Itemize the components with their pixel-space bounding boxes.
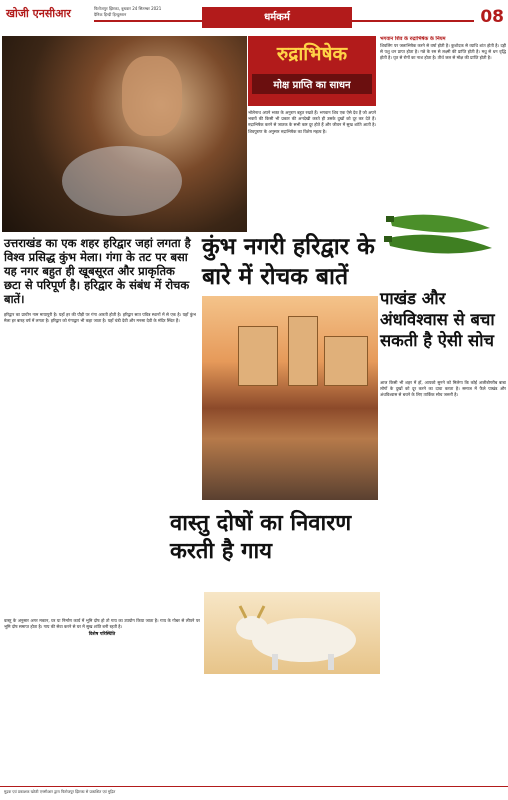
story4-headline: वास्तु दोषों का निवारण करती है गाय bbox=[170, 511, 352, 564]
story1-rules-text: शिवलिंग पर जलाभिषेक करने से वर्षा होती है। कुशोदक से व्याधि शांत होती है। दही से पशु धन प्राप्त होता है। गन्ने के रस से लक्ष्मी की प्राप्ति होती है। मधु से धन वृद्धि होती है। घृत से रोगों का नाश होता है। तीर्थ जल से मोक्ष की प्राप्ति होती है। bbox=[380, 43, 506, 61]
cow-photo bbox=[204, 592, 380, 674]
chili-illustration bbox=[380, 198, 506, 270]
photo-hand-shape bbox=[122, 56, 182, 136]
masthead bbox=[0, 0, 508, 34]
temple-shape bbox=[238, 326, 278, 386]
page-number: 08 bbox=[480, 7, 504, 27]
story3-body bbox=[380, 380, 506, 780]
masthead-meta bbox=[94, 6, 161, 18]
story4-body bbox=[4, 618, 200, 784]
story2-intro: उत्तराखंड का एक शहर हरिद्वार जहां लगता है विश्व प्रसिद्ध कुंभ मेला। गंगा के तट पर बसा यह नगर बहुत ही खूबसूरत और प्राकृतिक छटा से परिपूर्ण है। हरिद्वार के संबंध में रोचक बातें। bbox=[4, 236, 191, 306]
story1-headline: रुद्राभिषेक bbox=[276, 43, 348, 65]
story1-body bbox=[248, 110, 376, 230]
story1-headline-box bbox=[248, 36, 376, 106]
masthead-date: फिरोजपुर झिरका, बुधवार 24 सितम्बर 2021 bbox=[94, 6, 162, 11]
photo-water-shape bbox=[62, 146, 182, 216]
story3-body-text: आज किसी भी शहर में हों, आपको सुनने को मिलेगा कि कोई अजीबोगरीब बाबा लोगों के दुखों को दूर करने का दावा करता है। समाज में फैले पाखंड और अंधविश्वास से बचने के लिए तार्किक सोच जरूरी है। bbox=[380, 380, 506, 398]
masthead-logo: खोजी एनसीआर bbox=[6, 7, 71, 20]
building-shape bbox=[324, 336, 368, 386]
story2-body-text: हरिद्वार का प्राचीन नाम मायापुरी है। यहाँ हर की पौड़ी पर गंगा आरती होती है। हरिद्वार सात पवित्र स्थानों में से एक है। यहाँ कुंभ मेला हर बारह वर्ष में लगता है। हरिद्वार को गंगाद्वार भी कहा जाता है। यहाँ चंडी देवी और मनसा देवी के मंदिर स्थित हैं। bbox=[4, 312, 196, 324]
imprint-footer: मुद्रक एवं प्रकाशक खोजी एनसीआर द्वारा फिरोजपुर झिरका से प्रकाशित एवं मुद्रित bbox=[0, 786, 508, 800]
story1-subheadline: मोक्ष प्राप्ति का साधन bbox=[252, 74, 372, 94]
masthead-paper: दैनिक हिन्दी हिन्दुस्तान bbox=[94, 12, 127, 17]
story4-subhead: विशेष परिस्थिति bbox=[88, 632, 116, 638]
clocktower-shape bbox=[288, 316, 318, 386]
story2-body bbox=[4, 312, 196, 442]
story4-body-text: वास्तु के अनुसार अगर मकान, घर या निर्माण कार्य में भूमि दोष हो तो गाय का उपयोग किया जाता है। गाय के गोबर से लीपने पर भूमि दोष समाप्त होता है। गाय की सेवा करने से घर में सुख शांति बनी रहती है। bbox=[4, 618, 200, 630]
story2-big-headline: कुंभ नगरी हरिद्वार के बारे में रोचक बातें bbox=[202, 234, 375, 290]
story1-rules-heading: भगवान शिव के रुद्राभिषेक के नियम bbox=[380, 36, 446, 42]
story1-photo bbox=[2, 36, 247, 232]
cow-illustration bbox=[204, 592, 380, 674]
section-title: धर्मकर्म bbox=[202, 7, 352, 28]
story3-headline: पाखंड और अंधविश्वास से बचा सकती है ऐसी सोच bbox=[380, 289, 495, 350]
story1-rules-column bbox=[380, 36, 506, 196]
haridwar-photo bbox=[202, 296, 378, 500]
story1-body-text: भोलेनाथ अपने भक्त के अनुराग बहुत रखते हैं। भगवान शिव एक ऐसे देव हैं जो अपने भक्तों की किसी भी प्रकार की अनदेखी करते ही उसके दुखों को दूर कर देते हैं। रुद्राभिषेक करने से जातक के सभी कष्ट दूर होते हैं और जीवन में सुख शांति आती है। शिवपुराण के अनुसार रुद्राभिषेक का विशेष महत्व है। bbox=[248, 110, 376, 134]
